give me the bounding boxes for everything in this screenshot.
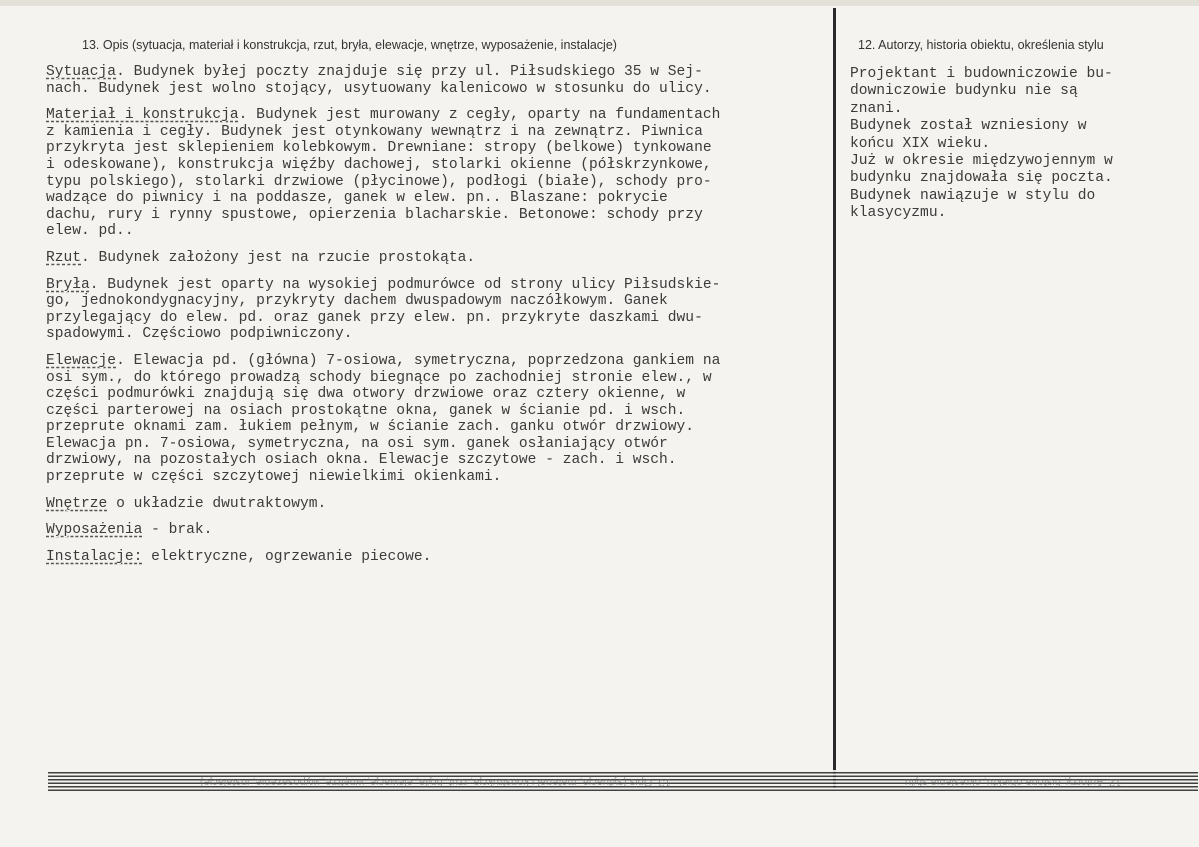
- paragraph-situation: [46, 64, 832, 97]
- mirrored-header-print: 12. Autorzy, historia obiektu, określenia stylu: [905, 776, 1122, 788]
- text-line: Projektant i budowniczowie bu-: [850, 66, 1113, 82]
- text-line: go, jednokondygnacyjny, przykryty dachem dwuspadowym naczółkowym. Ganek: [46, 293, 668, 310]
- text-line: elew. pd..: [46, 223, 134, 240]
- text-line: wadzące do piwnicy i na poddasze, ganek w elew. pn.. Blaszane: pokrycie: [46, 190, 668, 207]
- paragraph-interior: [46, 496, 832, 513]
- text-line: Elewacje. Elewacja pd. (główna) 7-osiowa, symetryczna, poprzedzona gankiem na: [46, 352, 721, 369]
- paragraph-elevations: [46, 353, 832, 486]
- mirrored-header-print: 13. Opis (sytuacja, materiał i konstrukcja, rzut, bryła, elewacje, wnętrze, wyposażenie, instalacje): [200, 776, 671, 788]
- text-line: Instalacje: elektryczne, ogrzewanie piecowe.: [46, 548, 432, 565]
- text-line: Budynek został wzniesiony w: [850, 118, 1087, 135]
- text-line: Bryła. Budynek jest oparty na wysokiej podmurówce od strony ulicy Piłsudskie-: [46, 276, 721, 293]
- text-line: Już w okresie międzywojennym w: [850, 153, 1113, 170]
- section-keyword: Rzut: [46, 249, 82, 266]
- text-line: osi sym., do którego prowadzą schody biegnące po zachodniej stronie elew., w: [46, 369, 712, 386]
- text-line: Budynek nawiązuje w stylu do: [850, 187, 1096, 204]
- section-keyword: Wnętrze: [46, 495, 108, 512]
- section-13-header: 13. Opis (sytuacja, materiał i konstrukcja, rzut, bryła, elewacje, wnętrze, wyposażenie, instalacje): [82, 38, 617, 52]
- section-keyword: Instalacje:: [46, 548, 143, 565]
- text-line: klasycyzmu.: [850, 205, 947, 222]
- text-line: dachu, rury i rynny spustowe, opierzenia blacharskie. Betonowe: schody przy: [46, 206, 703, 223]
- text-line: nach. Budynek jest wolno stojący, usytuowany kalenicowo w stosunku do ulicy.: [46, 80, 712, 97]
- text-line: części parterowej na osiach prostokątne okna, ganek w ścianie pd. i wsch.: [46, 402, 686, 419]
- column-divider: [833, 8, 836, 788]
- section-12-header: 12. Autorzy, historia obiektu, określenia stylu: [858, 38, 1104, 52]
- section-keyword: Wyposażenia: [46, 522, 143, 539]
- text-line: przeprute oknami zam. łukiem pełnym, w ścianie zach. ganku otwór drzwiowy.: [46, 419, 695, 436]
- text-line: i odeskowane), konstrukcja więźby dachowej, stolarki okienne (półskrzynkowe,: [46, 156, 712, 173]
- section-keyword: Elewacje: [46, 352, 117, 369]
- text-line: Elewacja pn. 7-osiowa, symetryczna, na osi sym. ganek osłaniający otwór: [46, 435, 668, 452]
- paragraph-plan: [46, 250, 832, 267]
- section-keyword: Sytuacja: [46, 64, 117, 80]
- paragraph-installations: [46, 549, 832, 566]
- text-line: downiczowie budynku nie są: [850, 83, 1078, 100]
- text-line: części podmurówki znajdują się dwa otwory drzwiowe oraz cztery okienne, w: [46, 386, 686, 403]
- text-line: budynku znajdowała się poczta.: [850, 170, 1113, 187]
- text-line: Wnętrze o układzie dwutraktowym.: [46, 495, 327, 512]
- paragraph-massing: [46, 277, 832, 343]
- text-line: drzwiowy, na pozostałych osiach okna. Elewacje szczytowe - zach. i wsch.: [46, 452, 677, 469]
- section-keyword: Bryła: [46, 276, 90, 293]
- history-column: [850, 66, 1190, 223]
- text-line: Rzut. Budynek założony jest na rzucie prostokąta.: [46, 249, 476, 266]
- text-line: z kamienia i cegły. Budynek jest otynkowany wewnątrz i na zewnątrz. Piwnica: [46, 123, 703, 140]
- text-line: Sytuacja. Budynek byłej poczty znajduje się przy ul. Piłsudskiego 35 w Sej-: [46, 64, 703, 80]
- section-keyword: Materiał i konstrukcja: [46, 107, 239, 124]
- paragraph-furnishings: [46, 522, 832, 539]
- text-line: spadowymi. Częściowo podpiwniczony.: [46, 326, 353, 343]
- text-line: końcu XIX wieku.: [850, 135, 991, 152]
- text-line: Wyposażenia - brak.: [46, 522, 213, 539]
- card-top-edge: [0, 0, 1199, 6]
- text-line: typu polskiego), stolarki drzwiowe (płycinowe), podłogi (białe), schody pro-: [46, 173, 712, 190]
- text-line: przykryta jest sklepieniem kolebkowym. Drewniane: stropy (belkowe) tynkowane: [46, 140, 712, 157]
- text-line: przeprute w części szczytowej niewielkimi okienkami.: [46, 469, 502, 486]
- text-line: przylegający do elew. pd. oraz ganek przy elew. pn. przykryte daszkami dwu-: [46, 309, 703, 326]
- text-line: Materiał i konstrukcja. Budynek jest murowany z cegły, oparty na fundamentach: [46, 107, 721, 124]
- paragraph-material: [46, 107, 832, 240]
- description-column: [46, 64, 832, 575]
- text-line: znani.: [850, 100, 903, 117]
